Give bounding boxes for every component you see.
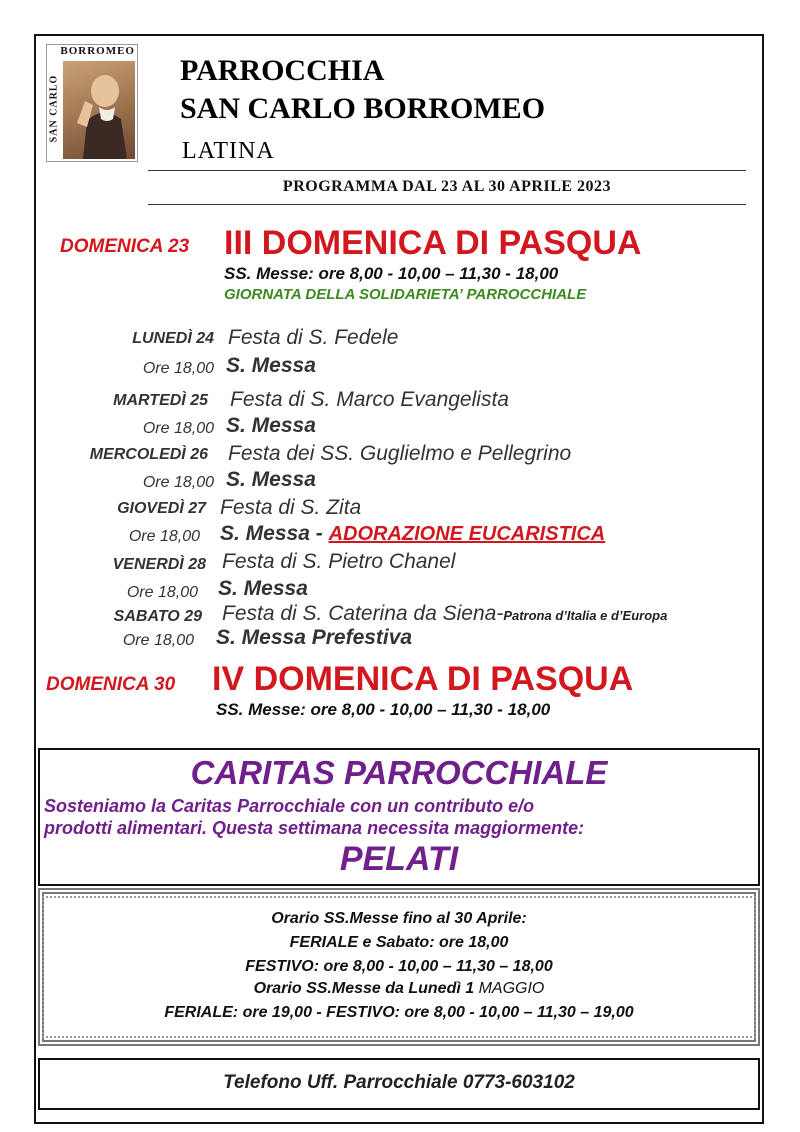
sunday-23-note: GIORNATA DELLA SOLIDARIETA’ PARROCCHIALE <box>224 286 587 303</box>
logo-side-text: SAN CARLO <box>48 74 60 143</box>
sunday-30-label: DOMENICA 30 <box>46 674 176 695</box>
day-27-label: GIOVEDÌ 27 <box>117 500 206 517</box>
title-line-1: PARROCCHIA <box>180 54 385 87</box>
caritas-line-1: Sosteniamo la Caritas Parrocchiale con un contributo e/o <box>44 796 535 816</box>
schedule-line-3: FESTIVO: ore 8,00 - 10,00 – 11,30 – 18,00 <box>245 958 553 975</box>
logo-top-text: BORROMEO <box>60 45 135 57</box>
sunday-23-title: III DOMENICA DI PASQUA <box>224 224 642 262</box>
day-26-feast: Festa dei SS. Guglielmo e Pellegrino <box>228 442 572 465</box>
day-26-time: Ore 18,00 <box>142 474 214 491</box>
parish-phone: Telefono Uff. Parrocchiale 0773-603102 <box>223 1072 575 1093</box>
day-27-time: Ore 18,00 <box>128 528 200 545</box>
day-29-label: SABATO 29 <box>113 608 202 625</box>
parish-logo <box>46 44 138 162</box>
sunday-30-title: IV DOMENICA DI PASQUA <box>212 660 634 698</box>
day-29-feast <box>222 602 667 626</box>
day-25-time: Ore 18,00 <box>142 420 214 437</box>
day-24-mass: S. Messa <box>226 354 316 377</box>
day-29-patrona: Patrona d’Italia e d’Europa <box>503 608 668 623</box>
program-dates: PROGRAMMA DAL 23 AL 30 APRILE 2023 <box>282 178 612 195</box>
schedule-line-1: Orario SS.Messe fino al 30 Aprile: <box>271 910 527 927</box>
day-24-label: LUNEDÌ 24 <box>132 330 214 347</box>
caritas-item: PELATI <box>339 840 459 878</box>
saint-portrait-icon <box>63 61 135 159</box>
day-26-mass: S. Messa <box>226 468 316 491</box>
day-24-time: Ore 18,00 <box>142 360 214 377</box>
day-29-mass: S. Messa Prefestiva <box>216 626 413 649</box>
day-25-feast: Festa di S. Marco Evangelista <box>230 388 509 411</box>
sunday-23-masses: SS. Messe: ore 8,00 - 10,00 – 11,30 - 18,00 <box>224 264 559 283</box>
day-29-feast-text: Festa di S. Caterina da Siena- <box>222 602 504 625</box>
day-27-mass <box>220 522 605 546</box>
day-28-mass: S. Messa <box>218 577 308 600</box>
sunday-23-label: DOMENICA 23 <box>60 236 190 257</box>
header-rule-top <box>148 170 746 171</box>
caritas-title: CARITAS PARROCCHIALE <box>190 754 608 791</box>
city-name: LATINA <box>182 138 275 164</box>
schedule-line-2: FERIALE e Sabato: ore 18,00 <box>289 934 509 951</box>
day-27-mass-text: S. Messa - <box>220 522 323 545</box>
day-28-time: Ore 18,00 <box>126 584 198 601</box>
day-28-label: VENERDÌ 28 <box>112 556 206 573</box>
day-24-feast: Festa di S. Fedele <box>228 326 399 349</box>
title-line-2: SAN CARLO BORROMEO <box>180 92 546 125</box>
schedule-line-4-month: MAGGIO <box>478 980 545 997</box>
day-25-mass: S. Messa <box>226 414 316 437</box>
day-25-label: MARTEDÌ 25 <box>113 392 208 409</box>
day-28-feast: Festa di S. Pietro Chanel <box>222 550 456 573</box>
schedule-line-4 <box>42 980 756 998</box>
header-rule-bottom <box>148 204 746 205</box>
day-27-feast: Festa di S. Zita <box>220 496 362 519</box>
logo-side <box>47 63 61 159</box>
sunday-30-masses: SS. Messe: ore 8,00 - 10,00 – 11,30 - 18,00 <box>216 700 551 719</box>
schedule-line-5: FERIALE: ore 19,00 - FESTIVO: ore 8,00 - 10,00 – 11,30 – 19,00 <box>164 1004 634 1021</box>
caritas-line-2: prodotti alimentari. Questa settimana necessita maggiormente: <box>44 818 585 838</box>
saint-portrait-image <box>63 61 135 159</box>
day-29-time: Ore 18,00 <box>122 632 194 649</box>
schedule-line-4-text: Orario SS.Messe da Lunedì 1 <box>253 980 479 997</box>
adoration-link: ADORAZIONE EUCARISTICA <box>328 523 606 545</box>
day-26-label: MERCOLEDÌ 26 <box>89 446 208 463</box>
